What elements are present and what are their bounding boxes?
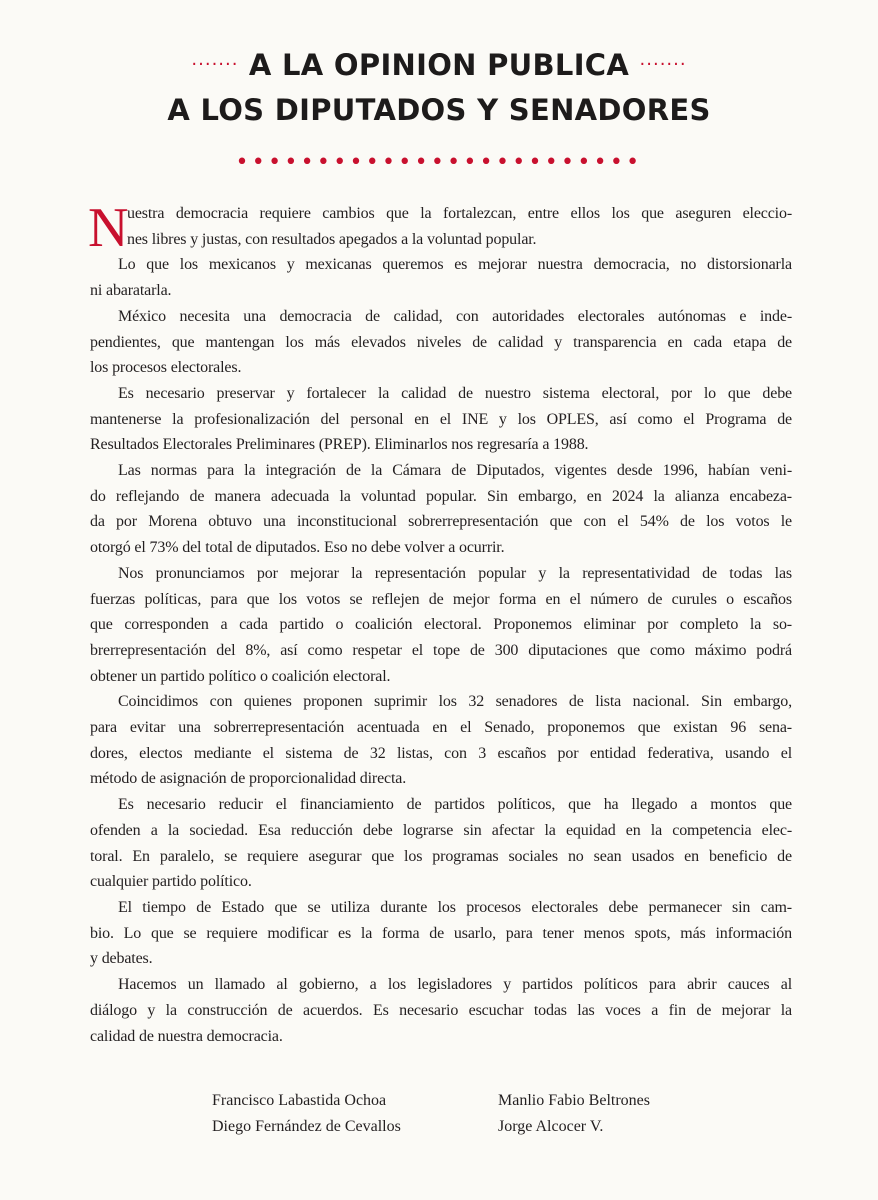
letter-body [88, 197, 792, 1049]
text-line: Nos pronunciamos por mejorar la representación popular y la representatividad de todas las [118, 564, 792, 582]
text-line: Hacemos un llamado al gobierno, a los legisladores y partidos políticos para abrir cauces al [118, 976, 792, 994]
text-line: que corresponden a cada partido o coalición electoral. Proponemos eliminar por completo la so- [90, 616, 792, 634]
text-line: do reflejando de manera adecuada la voluntad popular. Sin embargo, en 2024 la alianza encabeza- [90, 487, 792, 505]
text-line: los procesos electorales. [90, 359, 242, 377]
paragraph [90, 972, 792, 1049]
text-line: nes libres y justas, con resultados apegados a la voluntad popular. [127, 230, 537, 248]
title-line-2: A LOS DIPUTADOS Y SENADORES [167, 93, 711, 127]
paragraph [90, 458, 792, 561]
text-line: y debates. [90, 950, 153, 968]
text-line: método de asignación de proporcionalidad directa. [90, 770, 407, 788]
text-line: diálogo y la construcción de acuerdos. Es necesario escuchar todas las voces a fin de mejorar la [90, 1001, 792, 1019]
title-text-1: A LA OPINION PUBLICA [248, 48, 630, 82]
ornament-dots-right: ······· [639, 54, 687, 75]
text-line: calidad de nuestra democracia. [90, 1027, 283, 1045]
paragraph [90, 252, 792, 303]
text-line: obtener un partido político o coalición electoral. [90, 667, 391, 685]
text-line: mantenerse la profesionalización del personal en el INE y los OPLES, así como el Programa de [90, 410, 792, 428]
signatory: Francisco Labastida Ochoa [212, 1092, 387, 1109]
signatory: Manlio Fabio Beltrones [498, 1092, 650, 1109]
text-line: dores, electos mediante el sistema de 32 listas, con 3 escaños por entidad federativa, usando el [90, 744, 792, 762]
text-line: para evitar una sobrerrepresentación acentuada en el Senado, proponemos que existan 96 sena- [90, 719, 792, 737]
ornament-dots-left: ······· [191, 54, 239, 75]
paragraph [90, 895, 792, 972]
text-line: México necesita una democracia de calidad, con autoridades electorales autónomas e inde- [118, 307, 792, 325]
paragraph [90, 381, 792, 458]
text-line: ofenden a la sociedad. Esa reducción debe lograrse sin afectar la equidad en la competencia elec- [90, 821, 792, 839]
paragraph [90, 792, 792, 895]
text-line: El tiempo de Estado que se utiliza durante los procesos electorales debe permanecer sin cam- [118, 898, 792, 916]
text-line: Las normas para la integración de la Cámara de Diputados, vigentes desde 1996, habían veni- [118, 462, 792, 480]
text-line: otorgó el 73% del total de diputados. Eso no debe volver a ocurrir. [90, 539, 505, 557]
drop-cap: N [88, 197, 129, 259]
text-line: cualquier partido político. [90, 873, 252, 891]
text-line: brerrepresentación del 8%, así como respetar el tope de 300 diputaciones que como máximo podrá [90, 641, 792, 659]
text-line: Lo que los mexicanos y mexicanas queremos es mejorar nuestra democracia, no distorsionarla [118, 256, 792, 274]
paragraph [88, 197, 792, 259]
text-line: da por Morena obtuvo una inconstitucional sobrerrepresentación que con el 54% de los votos le [90, 513, 792, 531]
paragraph [90, 689, 792, 792]
text-line: Es necesario preservar y fortalecer la calidad de nuestro sistema electoral, por lo que debe [118, 384, 792, 402]
text-line: Es necesario reducir el financiamiento de partidos políticos, que ha llegado a montos que [118, 796, 792, 814]
text-line: ni abaratarla. [90, 282, 172, 300]
text-line: bio. Lo que se requiere modificar es la forma de usarlo, para tener menos spots, más información [90, 924, 792, 942]
text-line: uestra democracia requiere cambios que la fortalezcan, entre ellos los que aseguren eleccio- [127, 205, 792, 222]
paragraph [90, 561, 792, 690]
text-line: toral. En paralelo, se requiere asegurar que los programas sociales no sean usados en beneficio de [90, 847, 792, 865]
text-line: Coincidimos con quienes proponen suprimir los 32 senadores de lista nacional. Sin embargo, [118, 693, 792, 711]
signatory: Diego Fernández de Cevallos [212, 1118, 401, 1135]
paragraph [90, 304, 792, 381]
ornament-dot-row: ••••••••••••••••••••••••• [235, 150, 643, 175]
text-line: Resultados Electorales Preliminares (PREP). Eliminarlos nos regresaría a 1988. [90, 436, 589, 454]
signatory: Jorge Alcocer V. [498, 1118, 604, 1135]
title-line-1 [0, 48, 878, 82]
text-line: pendientes, que mantengan los más elevados niveles de calidad y transparencia en cada etapa de [90, 333, 792, 351]
text-line: fuerzas políticas, para que los votos se reflejen de mejor forma en el número de curules o escaños [90, 590, 792, 608]
